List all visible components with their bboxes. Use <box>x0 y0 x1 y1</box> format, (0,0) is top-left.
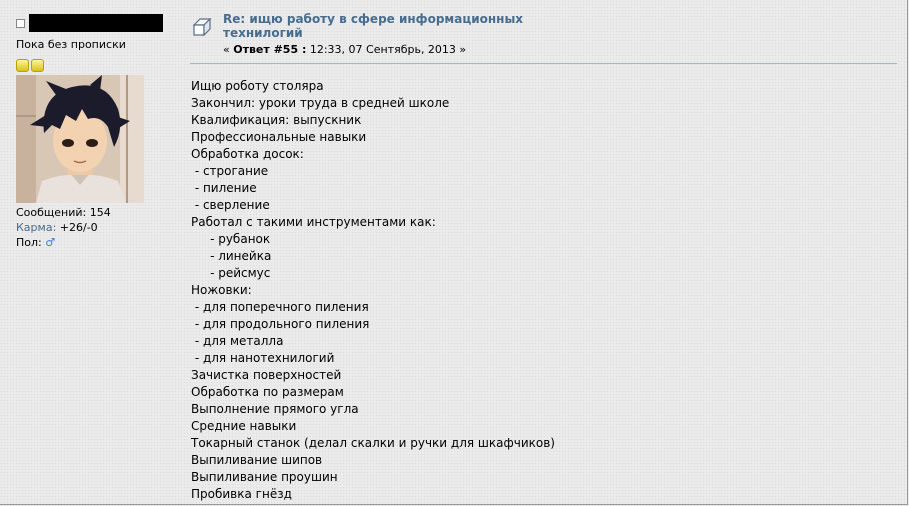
poster-stats <box>16 205 166 250</box>
post-line: Работал с такими инструментами как: <box>191 215 436 229</box>
header-divider <box>190 63 897 64</box>
post-line: - для металла <box>191 334 284 348</box>
post-line: Выпиливание шипов <box>191 453 323 467</box>
post-line: - строгание <box>191 164 269 178</box>
messages-count: Сообщений: 154 <box>16 206 111 219</box>
post-subject-link[interactable]: Re: ищю работу в сфере информационных технилогий <box>223 12 524 40</box>
post-line: Обработка по размерам <box>191 385 344 399</box>
star-icon <box>16 59 29 72</box>
male-icon: ♂ <box>45 236 56 249</box>
member-group: Пока без прописки <box>16 38 126 51</box>
poster-info <box>16 14 166 250</box>
gender: Пол: ♂ <box>16 236 56 249</box>
post-line: - сверление <box>191 198 270 212</box>
post-line: Ищю роботу столяра <box>191 79 324 93</box>
post-line: Средние навыки <box>191 419 297 433</box>
xx-post-icon <box>192 18 214 36</box>
post-line: Пробивка гнёзд <box>191 487 292 501</box>
select-post-checkbox[interactable] <box>16 19 25 28</box>
reply-number-link[interactable]: Ответ #55 : <box>233 43 307 56</box>
post-line: Закончил: уроки труда в средней школе <box>191 96 450 110</box>
karma: Карма: +26/-0 <box>16 221 98 234</box>
post-line: Квалификация: выпускник <box>191 113 362 127</box>
post-line: - пиление <box>191 181 257 195</box>
post-body <box>191 78 555 503</box>
post-line: - рейсмус <box>191 266 271 280</box>
post-line: Зачистка поверхностей <box>191 368 342 382</box>
post-meta: « Ответ #55 : 12:33, 07 Сентябрь, 2013 » <box>223 43 467 56</box>
poster-name-row <box>16 14 166 32</box>
post-line: - линейка <box>191 249 272 263</box>
post-line: Выпиливание проушин <box>191 470 338 484</box>
post-line: Профессиональные навыки <box>191 130 367 144</box>
post-line: - для продольного пиления <box>191 317 370 331</box>
post-datetime: 12:33, 07 Сентябрь, 2013 » <box>306 43 467 56</box>
poster-name-redacted[interactable] <box>29 14 163 32</box>
post-line: - для поперечного пиления <box>191 300 369 314</box>
star-icon <box>31 59 44 72</box>
avatar[interactable] <box>16 75 144 203</box>
post-line: Выполнение прямого угла <box>191 402 359 416</box>
post-line: Токарный станок (делал скалки и ручки для шкафчиков) <box>191 436 555 450</box>
post-line: - рубанок <box>191 232 271 246</box>
karma-link[interactable]: Карма: <box>16 221 57 234</box>
post-line: - для нанотехнилогий <box>191 351 335 365</box>
post-line: Ножовки: <box>191 283 252 297</box>
rank-stars <box>16 59 166 72</box>
post-line: Обработка досок: <box>191 147 304 161</box>
